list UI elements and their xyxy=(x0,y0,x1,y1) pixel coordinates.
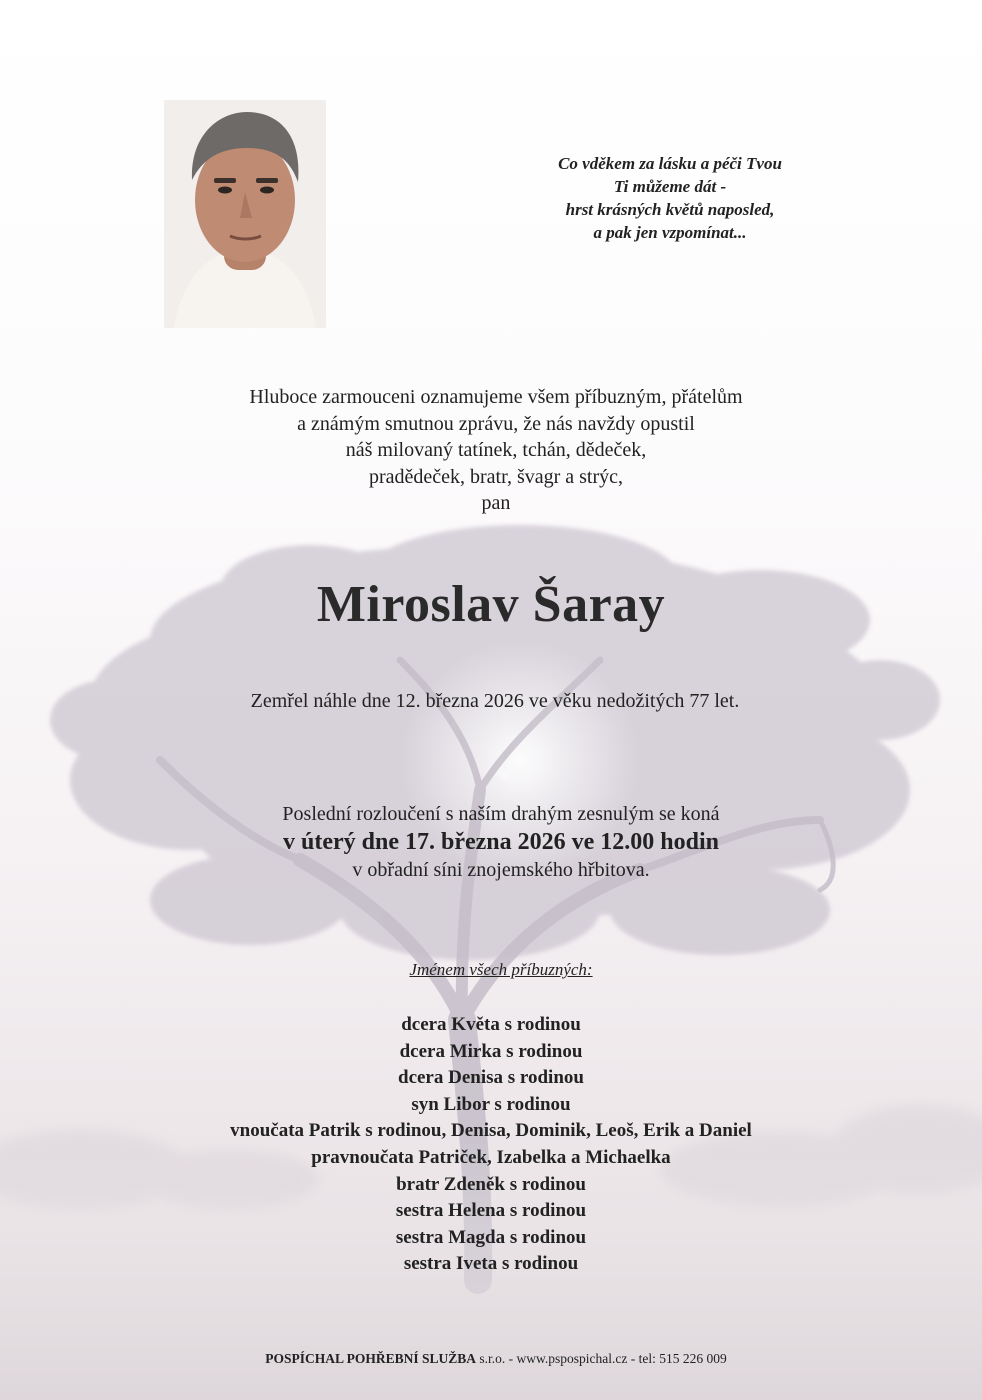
ceremony-datetime: v úterý dne 17. března 2026 ve 12.00 hodin xyxy=(282,829,719,855)
motto-line: Ti můžeme dát - xyxy=(613,177,727,196)
ceremony-location: v obřadní síni znojemského hřbitova. xyxy=(352,859,650,881)
relative-item: syn Libor s rodinou xyxy=(411,1093,571,1115)
announcement-line: náš milovaný tatínek, tchán, dědeček, xyxy=(345,439,647,461)
death-notice-text: Zemřel náhle dne 12. března 2026 ve věku nedožitých 77 let. xyxy=(250,690,740,712)
relative-item: sestra Iveta s rodinou xyxy=(403,1253,579,1275)
relatives-heading-text: Jménem všech příbuzných: xyxy=(409,960,593,979)
announcement-text xyxy=(0,384,982,517)
announcement-line: Hluboce zarmouceni oznamujeme všem příbuzným, přátelům xyxy=(249,386,743,408)
relative-item: sestra Helena s rodinou xyxy=(395,1200,587,1222)
footer-contact xyxy=(0,1351,982,1367)
funeral-service-contact: s.r.o. - www.pspospichal.cz - tel: 515 226 009 xyxy=(476,1351,727,1366)
relatives-heading xyxy=(0,960,982,980)
motto-poem xyxy=(500,152,840,244)
announcement-line: pan xyxy=(481,492,511,514)
ceremony-info xyxy=(0,801,982,883)
relative-item: dcera Květa s rodinou xyxy=(401,1014,581,1035)
announcement-line: pradědeček, bratr, švagr a strýc, xyxy=(368,465,624,488)
ceremony-intro: Poslední rozloučení s naším drahým zesnulým se koná xyxy=(282,803,720,825)
motto-line: hrst krásných květů naposled, xyxy=(565,200,775,219)
funeral-service-name: POSPÍCHAL POHŘEBNÍ SLUŽBA xyxy=(265,1351,477,1366)
motto-line: Co vděkem za lásku a péči Tvou xyxy=(558,154,782,173)
relative-item: dcera Denisa s rodinou xyxy=(398,1067,584,1089)
death-notice xyxy=(0,690,982,713)
announcement-line: a známým smutnou zprávu, že nás navždy opustil xyxy=(297,412,695,435)
relative-item: bratr Zdeněk s rodinou xyxy=(396,1173,586,1195)
relative-item: dcera Mirka s rodinou xyxy=(399,1040,583,1062)
motto-line: a pak jen vzpomínat... xyxy=(593,223,747,242)
relative-item: sestra Magda s rodinou xyxy=(395,1226,587,1248)
deceased-name: Miroslav Šaray xyxy=(316,576,666,633)
relatives-list xyxy=(0,1012,982,1278)
relative-item: vnoučata Patrik s rodinou, Denisa, Dominik, Leoš, Erik a Daniel xyxy=(230,1120,752,1142)
relative-item: pravnoučata Patriček, Izabelka a Michaelka xyxy=(311,1146,671,1168)
portrait-photo xyxy=(164,100,326,328)
